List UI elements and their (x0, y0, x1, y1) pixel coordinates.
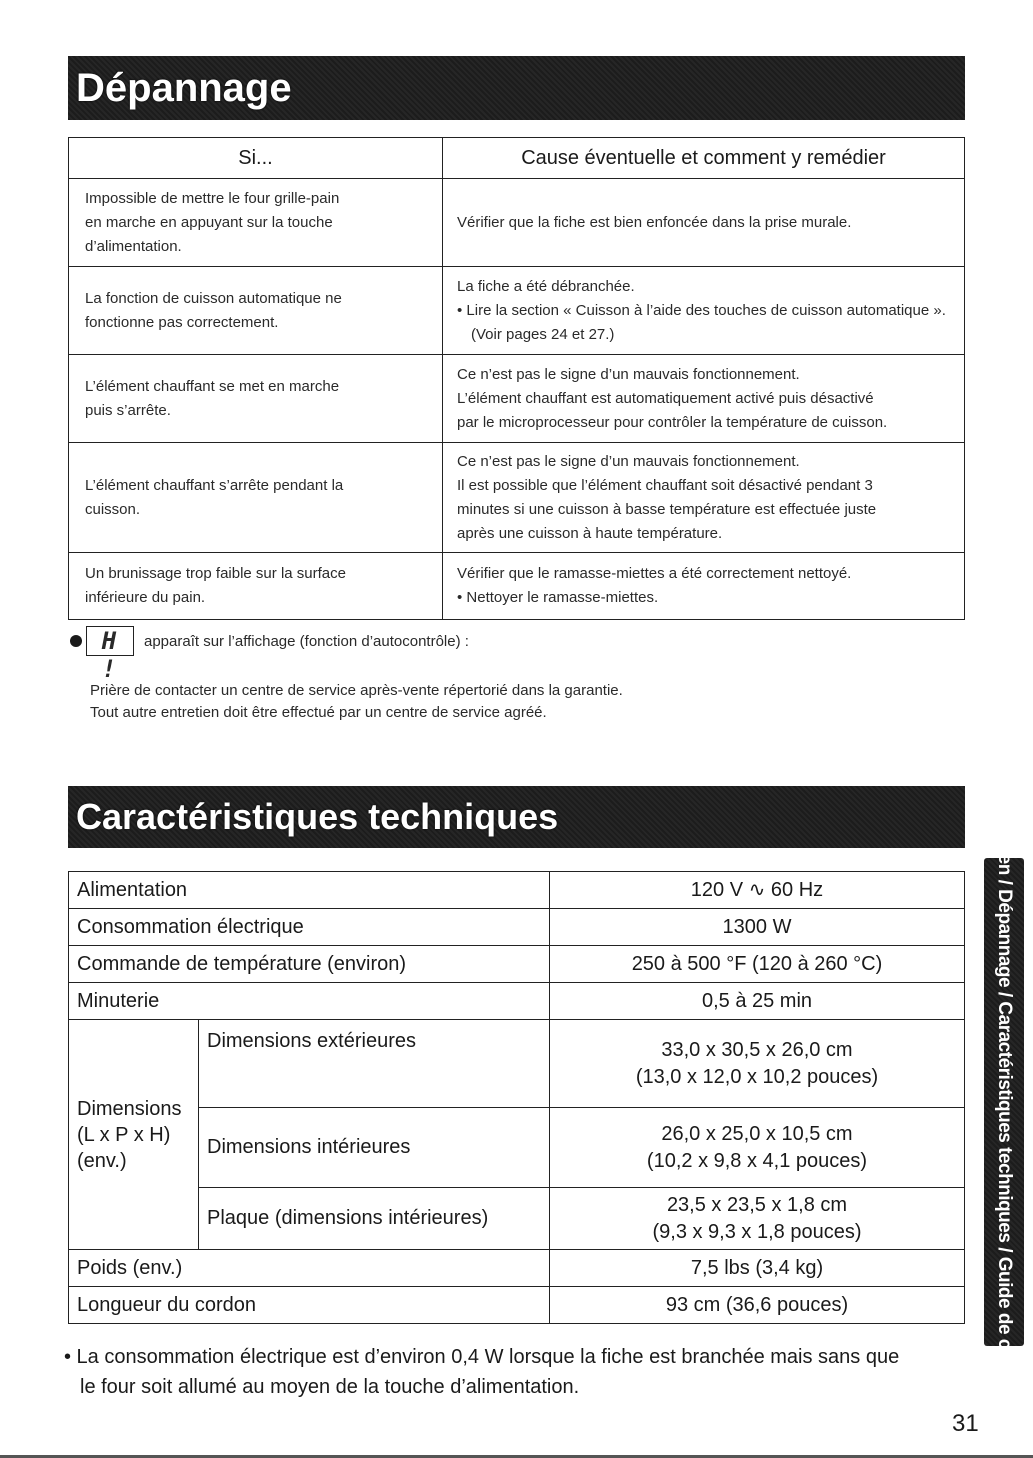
problem-cell: L’élément chauffant s’arrête pendant la cuisson. (69, 443, 443, 553)
bullet-dot-icon (70, 635, 82, 647)
spec-value: 23,5 x 23,5 x 1,8 cm (9,3 x 9,3 x 1,8 pouces) (550, 1188, 965, 1250)
column-header-si: Si... (69, 138, 443, 179)
service-notes: Prière de contacter un centre de service après-vente répertorié dans la garantie. Tout autre entretien doit être effectué par un centre de service agréé. (90, 682, 623, 721)
table-row (69, 443, 965, 553)
spec-label: Minuterie (69, 983, 550, 1020)
table-header-row (69, 138, 965, 179)
table-row (69, 983, 965, 1020)
dimensions-label: Dimensions (L x P x H) (env.) (69, 1020, 199, 1250)
display-code: H ! (86, 626, 134, 656)
spec-label: Poids (env.) (69, 1250, 550, 1287)
section-side-tab (984, 796, 1024, 1408)
table-row (69, 1020, 965, 1108)
depannage-heading (68, 56, 965, 120)
spec-value: 93 cm (36,6 pouces) (550, 1287, 965, 1324)
spec-value: 33,0 x 30,5 x 26,0 cm (13,0 x 12,0 x 10,2 pouces) (550, 1020, 965, 1108)
table-row (69, 553, 965, 620)
column-header-cause: Cause éventuelle et comment y remédier (443, 138, 965, 179)
remedy-cell: Vérifier que la fiche est bien enfoncée dans la prise murale. (443, 179, 965, 267)
depannage-title: Dépannage (76, 65, 292, 110)
problem-cell: Un brunissage trop faible sur la surface inférieure du pain. (69, 553, 443, 620)
spec-value: 26,0 x 25,0 x 10,5 cm (10,2 x 9,8 x 4,1 pouces) (550, 1108, 965, 1188)
table-row (69, 946, 965, 983)
table-row (69, 179, 965, 267)
remedy-cell: Ce n’est pas le signe d’un mauvais fonctionnement. L’élément chauffant est automatiquement activé puis désactivé par le microprocesseur pour contrôler la température de cuisson. (443, 355, 965, 443)
troubleshooting-table (68, 137, 965, 620)
table-row (69, 1287, 965, 1324)
remedy-cell: Ce n’est pas le signe d’un mauvais fonctionnement. Il est possible que l’élément chauffant soit désactivé pendant 3 minutes si une cuisson à basse température est effectuée juste après une cuisson à haute température. (443, 443, 965, 553)
spec-value: 250 à 500 °F (120 à 260 °C) (550, 946, 965, 983)
page-number: 31 (952, 1410, 979, 1437)
table-row (69, 872, 965, 909)
remedy-cell: Vérifier que le ramasse-miettes a été correctement nettoyé. • Nettoyer le ramasse-miettes. (443, 553, 965, 620)
spec-label: Alimentation (69, 872, 550, 909)
table-row (69, 355, 965, 443)
spec-value: 7,5 lbs (3,4 kg) (550, 1250, 965, 1287)
problem-cell: L’élément chauffant se met en marche puis s’arrête. (69, 355, 443, 443)
power-note: • La consommation électrique est d’environ 0,4 W lorsque la fiche est branchée mais sans que le four soit allumé au moyen de la touche d’alimentation. (64, 1346, 900, 1398)
problem-cell: La fonction de cuisson automatique ne fonctionne pas correctement. (69, 267, 443, 355)
specs-heading (68, 786, 965, 848)
table-row (69, 1250, 965, 1287)
problem-cell: Impossible de mettre le four grille-pain en marche en appuyant sur la touche d’alimentation. (69, 179, 443, 267)
table-row (69, 1188, 965, 1250)
spec-label: Plaque (dimensions intérieures) (199, 1188, 550, 1250)
spec-label: Consommation électrique (69, 909, 550, 946)
specs-table (68, 871, 965, 1324)
table-row (69, 1108, 965, 1188)
spec-label: Dimensions intérieures (199, 1108, 550, 1188)
side-tab-label: Entretien / Dépannage / Caractéristiques techniques / Guide de cuisson (994, 796, 1015, 1408)
self-check-note (70, 626, 469, 683)
specs-title: Caractéristiques techniques (76, 796, 559, 837)
remedy-cell: La fiche a été débranchée. • Lire la section « Cuisson à l’aide des touches de cuisson automatique ». (Voir pages 24 et 27.) (443, 267, 965, 355)
spec-label: Dimensions extérieures (199, 1020, 550, 1108)
spec-value: 120 V ∿ 60 Hz (550, 872, 965, 909)
table-row (69, 909, 965, 946)
spec-label: Commande de température (environ) (69, 946, 550, 983)
spec-value: 0,5 à 25 min (550, 983, 965, 1020)
table-row (69, 267, 965, 355)
spec-label: Longueur du cordon (69, 1287, 550, 1324)
spec-value: 1300 W (550, 909, 965, 946)
self-check-text: apparaît sur l’affichage (fonction d’autocontrôle) : (144, 632, 469, 650)
